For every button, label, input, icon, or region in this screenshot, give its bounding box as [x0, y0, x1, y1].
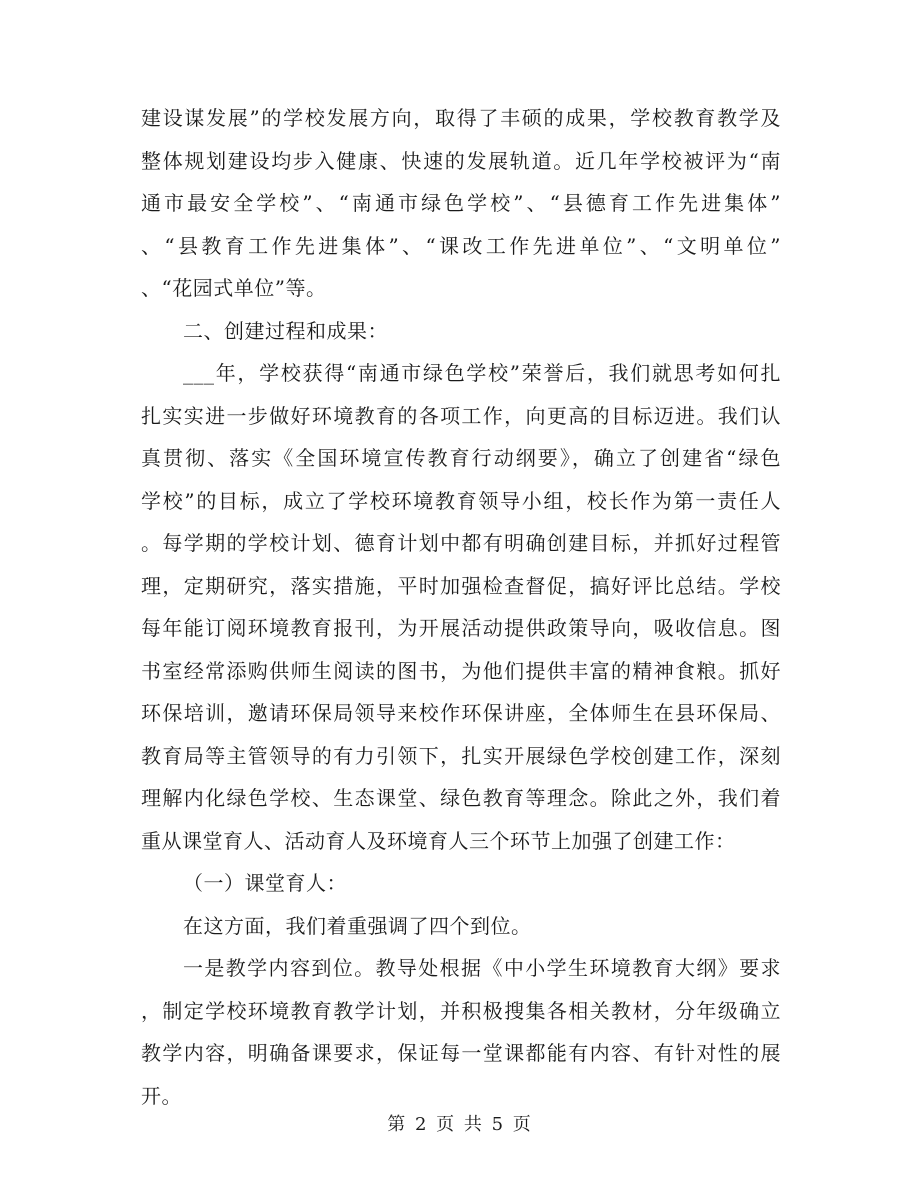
page-number-footer: 第 2 页 共 5 页 — [387, 1114, 533, 1135]
text-line: ，制定学校环境教育教学计划，并积极搜集各相关教材，分年级确立 — [141, 998, 781, 1023]
text-line: 开。 — [141, 1083, 182, 1108]
text-line: 环保培训，邀请环保局领导来校作环保讲座，全体师生在县环保局、 — [141, 701, 781, 725]
text-line: 真贯彻、落实《全国环境宣传教育行动纲要》，确立了创建省“绿色 — [141, 446, 781, 470]
text-line: 理，定期研究，落实措施，平时加强检查督促，搞好评比总结。学校 — [141, 573, 781, 598]
text-line: 在这方面，我们着重强调了四个到位。 — [183, 913, 532, 938]
document-body — [141, 97, 781, 1117]
text-line: 一是教学内容到位。教导处根据《中小学生环境教育大纲》要求 — [183, 956, 781, 980]
text-line: 建设谋发展”的学校发展方向，取得了丰硕的成果，学校教育教学及 — [141, 106, 781, 130]
subsection-heading: （一）课堂育人： — [183, 871, 347, 895]
text-line: 。每学期的学校计划、德育计划中都有明确创建目标，并抓好过程管 — [141, 531, 781, 555]
text-line: 通市最安全学校”、“南通市绿色学校”、“县德育工作先进集体” — [141, 191, 781, 215]
text-line: 书室经常添购供师生阅读的图书，为他们提供丰富的精神食粮。抓好 — [141, 658, 781, 683]
text-line: 、“县教育工作先进集体”、“课改工作先进单位”、“文明单位” — [141, 233, 781, 258]
text-line: ___年，学校获得“南通市绿色学校”荣誉后，我们就思考如何扎 — [183, 361, 781, 385]
text-line: 整体规划建设均步入健康、快速的发展轨道。近几年学校被评为“南 — [141, 148, 781, 173]
text-line: 扎实实进一步做好环境教育的各项工作，向更高的目标迈进。我们认 — [141, 403, 781, 428]
text-line: 重从课堂育人、活动育人及环境育人三个环节上加强了创建工作： — [141, 828, 736, 853]
text-line: 教学内容，明确备课要求，保证每一堂课都能有内容、有针对性的展 — [141, 1041, 781, 1065]
text-line: 教育局等主管领导的有力引领下，扎实开展绿色学校创建工作，深刻 — [141, 743, 781, 768]
text-line: 每年能订阅环境教育报刊，为开展活动提供政策导向，吸收信息。图 — [141, 616, 781, 640]
section-heading: 二、创建过程和成果： — [183, 318, 388, 343]
text-line: 学校”的目标，成立了学校环境教育领导小组，校长作为第一责任人 — [141, 488, 781, 513]
text-line: 理解内化绿色学校、生态课堂、绿色教育等理念。除此之外，我们着 — [141, 786, 781, 810]
text-line: 、“花园式单位”等。 — [141, 276, 327, 300]
